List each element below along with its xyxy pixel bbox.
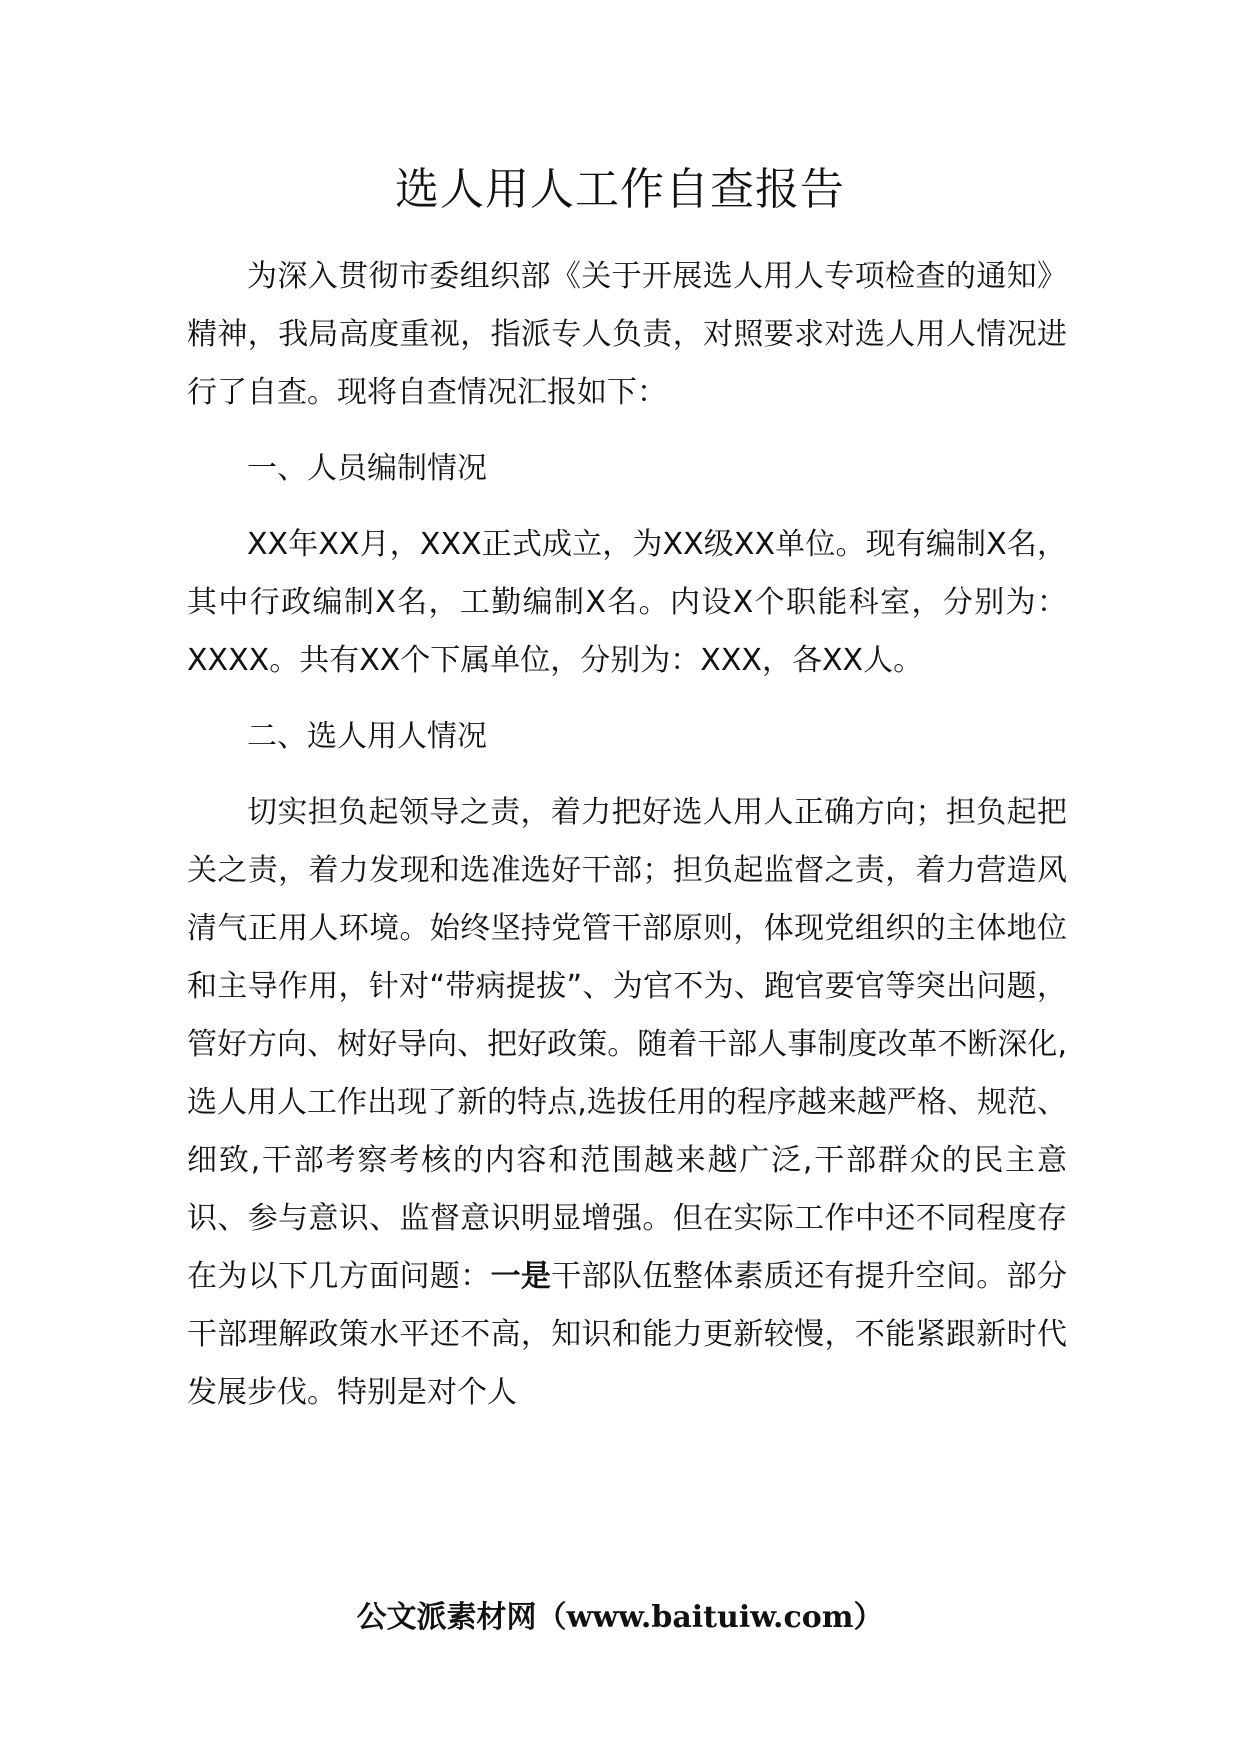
- selection-bold-marker: 一是: [490, 1259, 552, 1294]
- selection-paragraph: [187, 784, 1067, 1422]
- document-body: [187, 248, 1067, 1422]
- footer-watermark: 公文派素材网（www.baituiw.com）: [356, 1600, 884, 1635]
- intro-paragraph: 为深入贯彻市委组织部《关于开展选人用人专项检查的通知》精神，我局高度重视，指派专人负责，对照要求对选人用人情况进行了自查。现将自查情况汇报如下：: [187, 259, 1067, 410]
- selection-text-after: 干部队伍整体素质还有提升空间。部分干部理解政策水平还不高，知识和能力更新较慢，不能紧跟新时代发展步伐。特别是对个人: [187, 1259, 1068, 1410]
- selection-text-before: 切实担负起领导之责，着力把好选人用人正确方向；担负起把关之责，着力发现和选准选好干部；担负起监督之责，着力营造风清气正用人环境。始终坚持党管干部原则，体现党组织的主体地位和主导作用，针对“带病提拔”、为官不为、跑官要官等突出问题，管好方向、树好导向、把好政策。随着干部人事制度改革不断深化,选人用人工作出现了新的特点,选拔任用的程序越来越严格、规范、细致,干部考察考核的内容和范围越来越广泛,干部群众的民主意识、参与意识、监督意识明显增强。但在实际工作中还不同程度存在为以下几方面问题：: [187, 795, 1067, 1294]
- document-title: 选人用人工作自查报告: [395, 164, 845, 215]
- section-heading-selection: 二、选人用人情况: [247, 719, 487, 754]
- staffing-paragraph: XX年XX月，XXX正式成立，为XX级XX单位。现有编制X名，其中行政编制X名，工勤编制X名。内设X个职能科室，分别为：XXXX。共有XX个下属单位，分别为：XXX，各XX人。: [187, 527, 1067, 678]
- section-heading-staffing: 一、人员编制情况: [247, 451, 487, 486]
